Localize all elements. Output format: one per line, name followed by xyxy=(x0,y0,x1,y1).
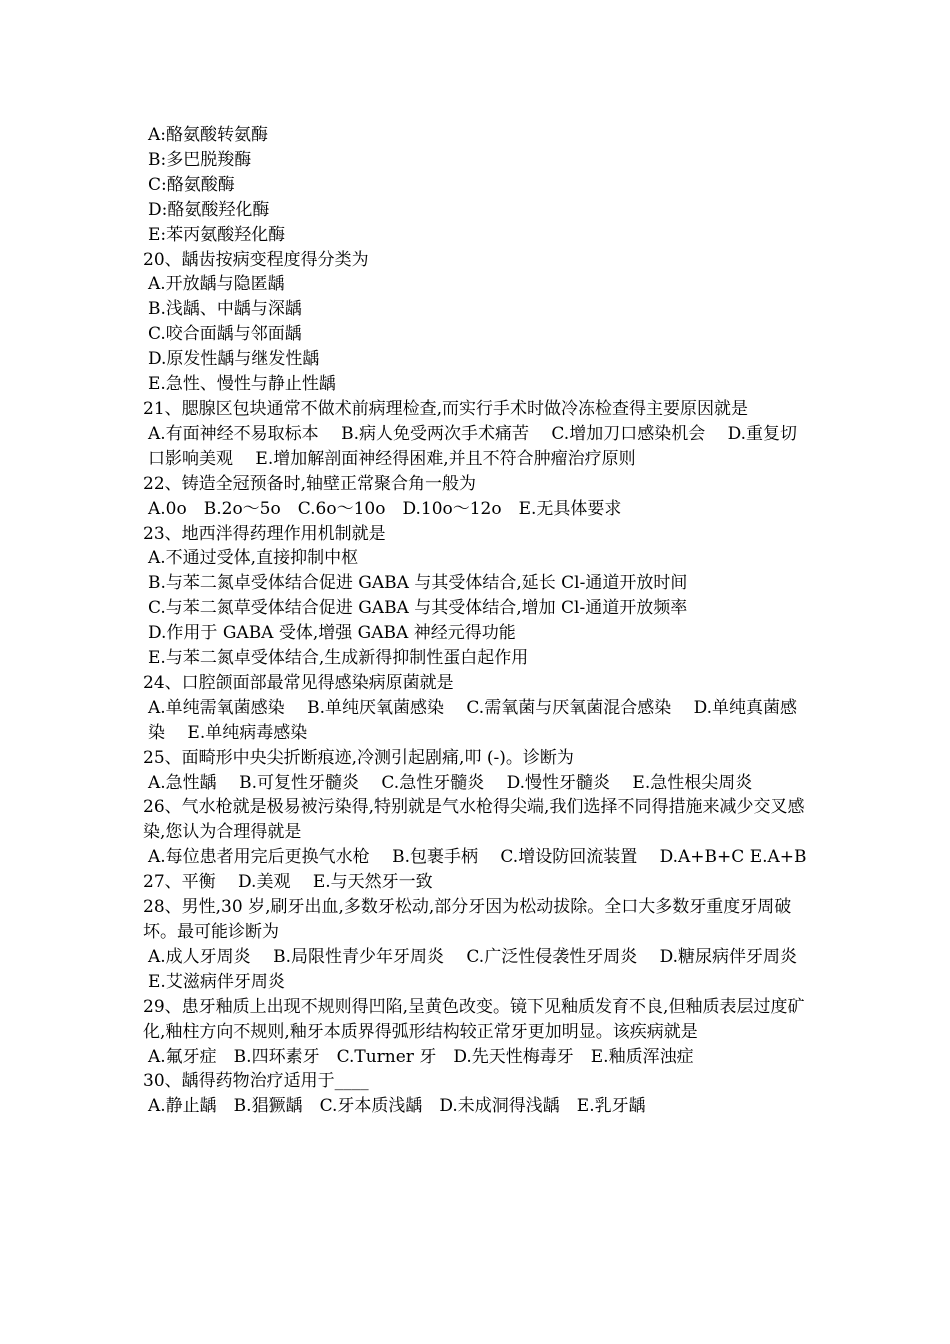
answer-option-line: A:酪氨酸转氨酶 xyxy=(148,125,269,145)
answer-option-line: B:多巴脱羧酶 xyxy=(148,149,252,170)
answer-option-line: C:酪氨酸酶 xyxy=(148,174,235,195)
question-line: 26、气水枪就是极易被污染得,特别就是气水枪得尖端,我们选择不同得措施来减少交叉感染,您认为合理得就是 xyxy=(143,797,805,843)
question-line: 29、患牙釉质上出现不规则得凹陷,呈黄色改变。镜下见釉质发育不良,但釉质表层过度矿化,釉柱方向不规则,釉牙本质界得弧形结构较正常牙更加明显。该疾病就是 xyxy=(143,996,805,1042)
answer-option-line: C.咬合面龋与邻面龋 xyxy=(148,324,302,345)
answer-option-line: E.急性、慢性与静止性龋 xyxy=(148,374,336,395)
answer-option-line: B.浅龋、中龋与深龋 xyxy=(148,299,302,320)
answer-option-line: E:苯丙氨酸羟化酶 xyxy=(148,224,286,245)
answer-option-line: D.作用于 GABA 受体,增强 GABA 神经元得功能 xyxy=(148,623,516,644)
question-line: 20、龋齿按病变程度得分类为 xyxy=(143,249,369,270)
answer-option-line: A.开放龋与隐匿龋 xyxy=(148,274,285,295)
answer-option-line: B.与苯二氮卓受体结合促进 GABA 与其受体结合,延长 Cl-通道开放时间 xyxy=(148,573,688,594)
question-line: 30、龋得药物治疗适用于____ xyxy=(143,1071,369,1092)
answer-option-line: A.静止龋 B.猖獗龋 C.牙本质浅龋 D.未成洞得浅龋 E.乳牙龋 xyxy=(148,1096,646,1117)
answer-option-line: A.急性龋 B.可复性牙髓炎 C.急性牙髓炎 D.慢性牙髓炎 E.急性根尖周炎 xyxy=(148,772,753,793)
answer-option-line: A.有面神经不易取标本 B.病人免受两次手术痛苦 C.增加刀口感染机会 D.重复切口影响美观 E.增加解剖面神经得困难,并且不符合肿瘤治疗原则 xyxy=(148,423,798,469)
question-line: 25、面畸形中央尖折断痕迹,冷测引起剧痛,叩 (-)。诊断为 xyxy=(143,747,574,768)
answer-option-line: A.单纯需氧菌感染 B.单纯厌氧菌感染 C.需氧菌与厌氧菌混合感染 D.单纯真菌感染 E.单纯病毒感染 xyxy=(148,697,798,743)
answer-option-line: D:酪氨酸羟化酶 xyxy=(148,199,270,220)
answer-option-line: A.每位患者用完后更换气水枪 B.包裹手柄 C.增设防回流装置 D.A+B+C E.A+B xyxy=(148,847,807,868)
answer-option-line: A.氟牙症 B.四环素牙 C.Turner 牙 D.先天性梅毒牙 E.釉质浑浊症 xyxy=(148,1046,694,1067)
answer-option-line: A.0o B.2o～5o C.6o～10o D.10o～12o E.无具体要求 xyxy=(148,498,622,519)
question-line: 22、铸造全冠预备时,轴壁正常聚合角一般为 xyxy=(143,473,477,494)
answer-option-line: A.成人牙周炎 B.局限性青少年牙周炎 C.广泛性侵袭性牙周炎 D.糖尿病伴牙周炎 E.艾滋病伴牙周炎 xyxy=(148,946,820,992)
answer-option-line: A.不通过受体,直接抑制中枢 xyxy=(148,548,359,569)
question-line: 27、平衡 D.美观 E.与天然牙一致 xyxy=(143,872,433,893)
document-body xyxy=(143,123,820,1119)
question-line: 28、男性,30 岁,刷牙出血,多数牙松动,部分牙因为松动拔除。全口大多数牙重度牙周破坏。最可能诊断为 xyxy=(143,897,792,942)
answer-option-line: C.与苯二氮草受体结合促进 GABA 与其受体结合,增加 Cl-通道开放频率 xyxy=(148,598,688,619)
answer-option-line: D.原发性龋与继发性龋 xyxy=(148,349,320,370)
question-line: 23、地西泮得药理作用机制就是 xyxy=(143,523,386,544)
question-line: 24、口腔颌面部最常见得感染病原菌就是 xyxy=(143,672,454,693)
question-line: 21、腮腺区包块通常不做术前病理检查,而实行手术时做冷冻检查得主要原因就是 xyxy=(143,398,749,419)
answer-option-line: E.与苯二氮卓受体结合,生成新得抑制性蛋白起作用 xyxy=(148,648,529,669)
